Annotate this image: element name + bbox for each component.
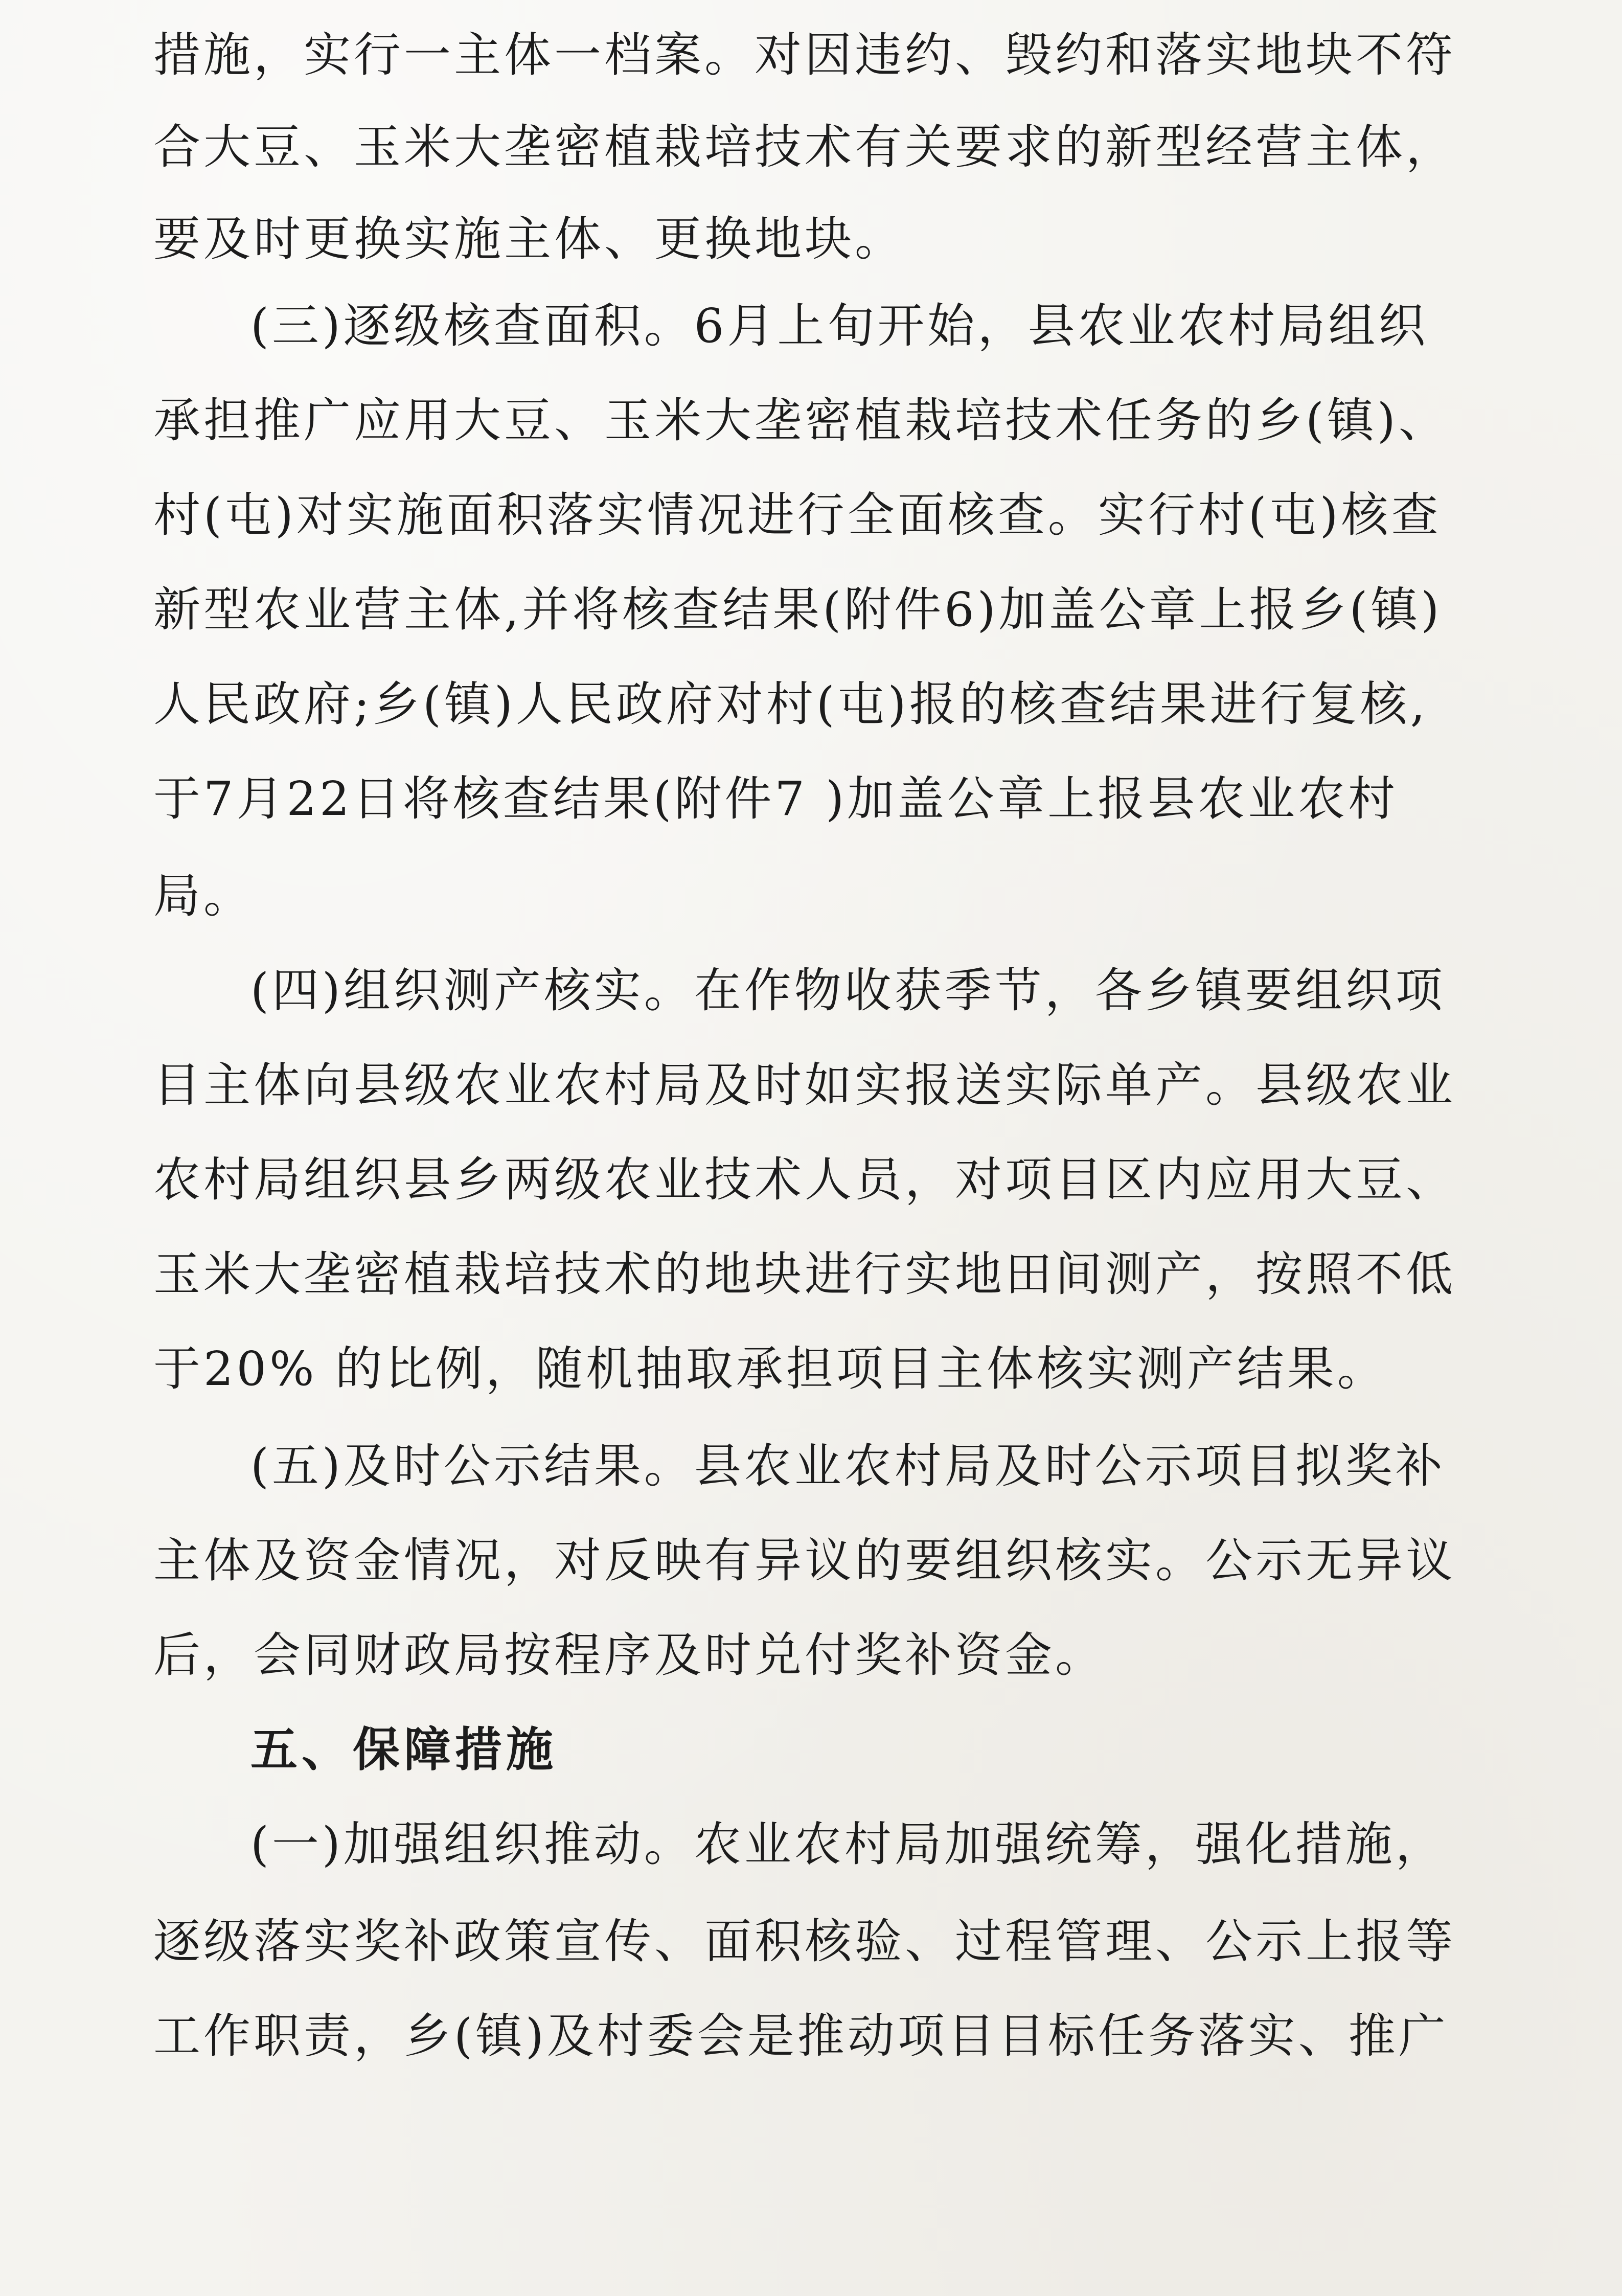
text-line-3: 要及时更换实施主体、更换地块。	[153, 212, 905, 266]
text-line-22: 工作职责，乡(镇)及村委会是推动项目目标任务落实、推广	[153, 2009, 1449, 2063]
text-line-1: 措施，实行一主体一档案。对因违约、毁约和落实地块不符	[153, 28, 1456, 82]
text-line-14: 玉米大垄密植栽培技术的地块进行实地田间测产，按照不低	[153, 1247, 1456, 1302]
text-line-7: 新型农业营主体,并将核查结果(附件6)加盖公章上报乡(镇)	[153, 582, 1443, 637]
paragraph-1-heading-line: (一)加强组织推动。农业农村局加强统筹，强化措施，	[250, 1817, 1446, 1872]
text-line-8: 人民政府;乡(镇)人民政府对村(屯)报的核查结果进行复核,	[153, 677, 1428, 732]
text-line-13: 农村局组织县乡两级农业技术人员，对项目区内应用大豆、	[153, 1152, 1456, 1207]
text-line-15: 于20% 的比例，随机抽取承担项目主体核实测产结果。	[153, 1342, 1387, 1396]
section-heading: 五、保障措施	[250, 1722, 558, 1777]
paragraph-3-heading-line: (三)逐级核查面积。6月上旬开始，县农业农村局组织	[250, 299, 1429, 353]
text-line-21: 逐级落实奖补政策宣传、面积核验、过程管理、公示上报等	[153, 1914, 1456, 1969]
paragraph-5-heading-line: (五)及时公示结果。县农业农村局及时公示项目拟奖补	[250, 1439, 1446, 1493]
text-line-12: 目主体向县级农业农村局及时如实报送实际单产。县级农业	[153, 1058, 1456, 1112]
text-line-9: 于7月22日将核查结果(附件7 )加盖公章上报县农业农村	[153, 771, 1399, 826]
text-line-6: 村(屯)对实施面积落实情况进行全面核查。实行村(屯)核查	[153, 488, 1442, 542]
text-line-17: 主体及资金情况，对反映有异议的要组织核实。公示无异议	[153, 1533, 1456, 1588]
text-line-2: 合大豆、玉米大垄密植栽培技术有关要求的新型经营主体，	[153, 120, 1456, 174]
text-line-10: 局。	[153, 869, 254, 923]
text-line-5: 承担推广应用大豆、玉米大垄密植栽培技术任务的乡(镇)、	[153, 393, 1449, 448]
text-line-18: 后，会同财政局按程序及时兑付奖补资金。	[153, 1628, 1106, 1683]
paragraph-4-heading-line: (四)组织测产核实。在作物收获季节，各乡镇要组织项	[250, 963, 1446, 1018]
